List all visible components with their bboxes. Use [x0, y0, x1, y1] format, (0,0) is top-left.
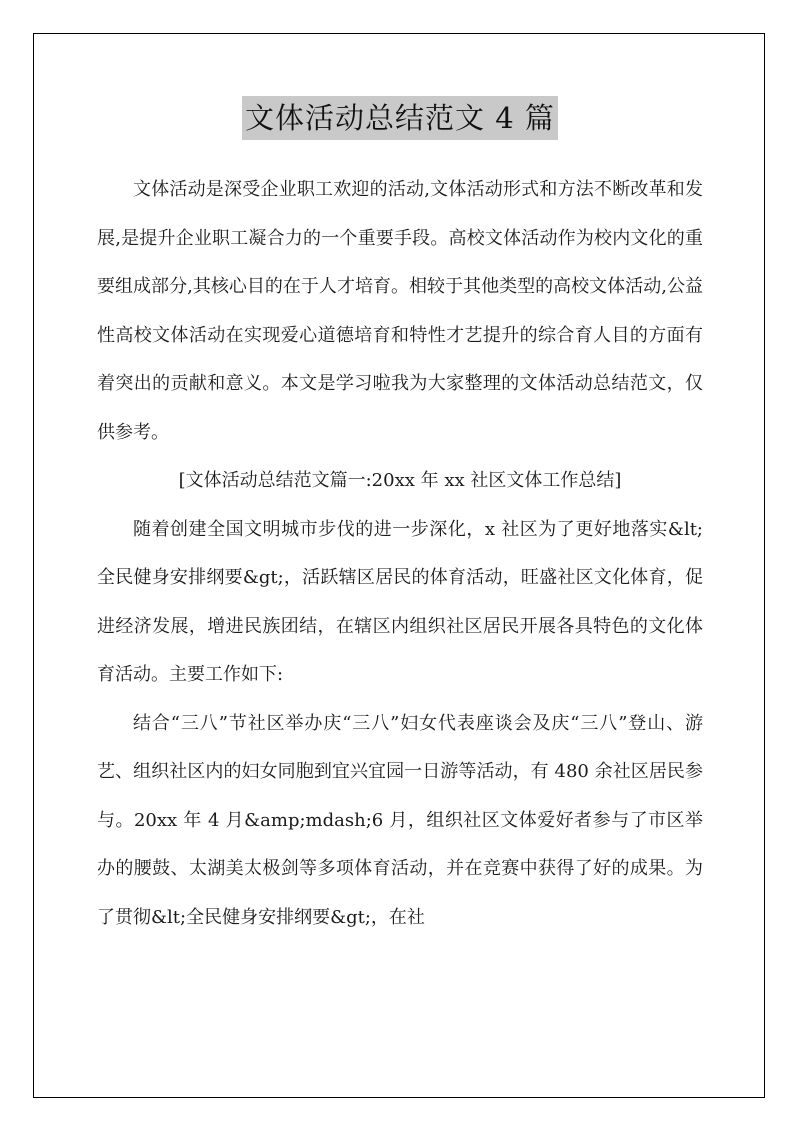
body-paragraph: 随着创建全国文明城市步伐的进一步深化，x 社区为了更好地落实&lt;全民健身安排纲要&gt;，活跃辖区居民的体育活动，旺盛社区文化体育，促进经济发展，增进民族团结，在辖区内组织社区居民开展各具特色的文化体育活动。主要工作如下: [97, 518, 703, 685]
intro-paragraph: 文体活动是深受企业职工欢迎的活动,文体活动形式和方法不断改革和发展,是提升企业职工凝合力的一个重要手段。高校文体活动作为校内文化的重要组成部分,其核心目的在于人才培育。相较于其他类型的高校文体活动,公益性高校文体活动在实现爱心道德培育和特性才艺提升的综合育人目的方面有着突出的贡献和意义。本文是学习啦我为大家整理的文体活动总结范文，仅供参考。 [97, 179, 703, 443]
document-body [97, 166, 703, 942]
document-title: 文体活动总结范文 4 篇 [242, 96, 558, 140]
body-paragraph: 结合“三八”节社区举办庆“三八”妇女代表座谈会及庆“三八”登山、游艺、组织社区内的妇女同胞到宜兴宜园一日游等活动，有 480 余社区居民参与。20xx 年 4 月&amp;mdash;6 月，组织社区文体爱好者参与了市区举办的腰鼓、太湖美太极剑等多项体育活动，并在竞赛中获得了好的成果。为了贯彻&lt;全民健身安排纲要&gt;，在社 [97, 712, 703, 928]
section-heading: [文体活动总结范文篇一:20xx 年 xx 社区文体工作总结] [178, 470, 622, 491]
title-container [0, 96, 800, 140]
